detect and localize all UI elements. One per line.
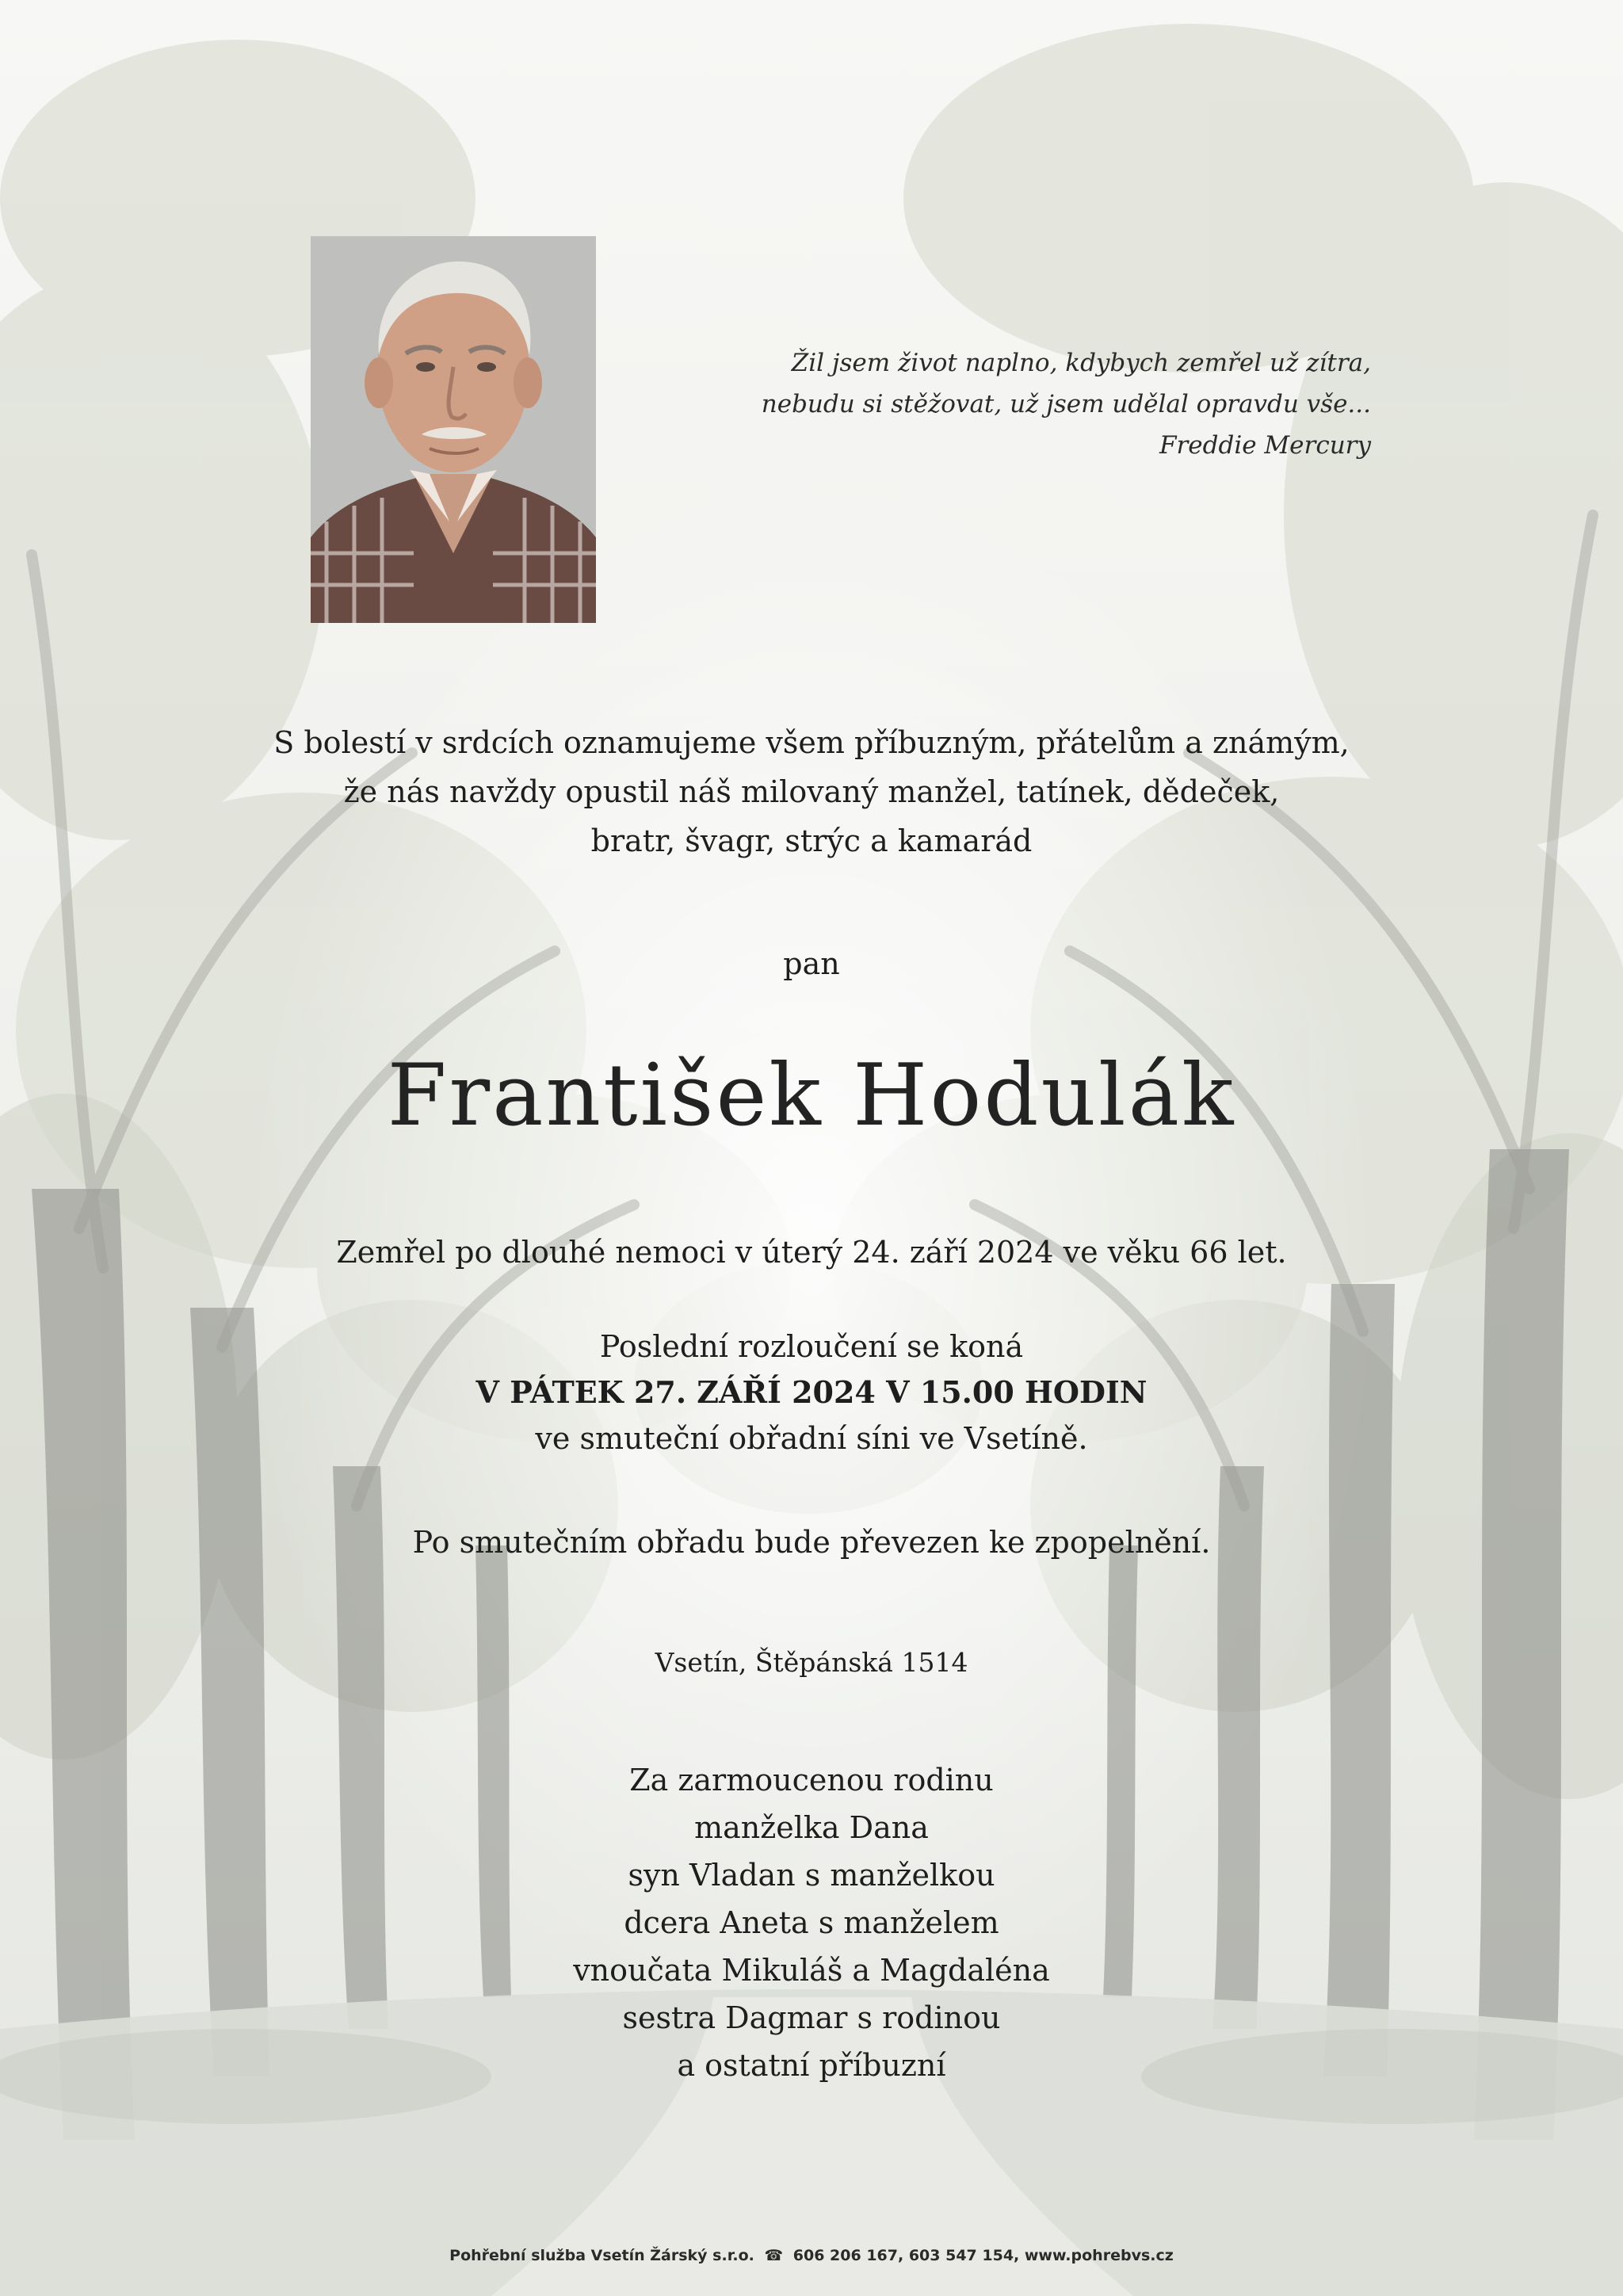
announcement-line: bratr, švagr, strýc a kamarád	[590, 823, 1033, 858]
announcement-line: S bolestí v srdcích oznamujeme všem příbuzným, přátelům a známým,	[273, 725, 1350, 760]
announcement-text	[0, 718, 1623, 865]
footer-company: Pohřební služba Vsetín Žárský s.r.o.	[449, 2247, 754, 2264]
quote-author: Freddie Mercury	[1159, 431, 1371, 460]
ceremony-datetime: V PÁTEK 27. ZÁŘÍ 2024 V 15.00 HODIN	[475, 1374, 1148, 1410]
phone-icon: ☎	[764, 2247, 784, 2264]
family-address: Vsetín, Štěpánská 1514	[655, 1647, 968, 1678]
ceremony-intro: Poslední rozloučení se koná	[599, 1329, 1024, 1364]
mourner-line: dcera Aneta s manželem	[624, 1905, 999, 1940]
death-notice: Zemřel po dlouhé nemoci v úterý 24. září 2024 ve věku 66 let.	[336, 1235, 1287, 1270]
honorific: pan	[783, 946, 840, 981]
mourner-line: a ostatní příbuzní	[677, 2048, 946, 2083]
announcement-line: že nás navždy opustil náš milovaný manžel, tatínek, dědeček,	[343, 774, 1280, 809]
mourner-line: vnoučata Mikuláš a Magdaléna	[573, 1953, 1050, 1988]
quote-line: Žil jsem život naplno, kdybych zemřel už zítra,	[791, 349, 1371, 377]
portrait-photo	[311, 236, 596, 623]
mourner-line: syn Vladan s manželkou	[628, 1858, 995, 1893]
epigraph-quote	[658, 342, 1371, 466]
mourner-line: manželka Dana	[694, 1810, 929, 1845]
mourners-list	[0, 1756, 1623, 2089]
mourner-line: Za zarmoucenou rodinu	[629, 1763, 994, 1797]
cremation-note: Po smutečním obřadu bude převezen ke zpopelnění.	[412, 1525, 1211, 1560]
footer-contact: 606 206 167, 603 547 154, www.pohrebvs.cz	[792, 2247, 1174, 2264]
ceremony-place: ve smuteční obřadní síni ve Vsetíně.	[535, 1421, 1088, 1456]
ceremony-info	[0, 1324, 1623, 1461]
quote-line: nebudu si stěžovat, už jsem udělal opravdu vše...	[761, 390, 1371, 418]
mourner-line: sestra Dagmar s rodinou	[622, 2000, 1001, 2035]
deceased-name: František Hodulák	[387, 1046, 1236, 1145]
funeral-service-footer	[0, 2244, 1623, 2267]
